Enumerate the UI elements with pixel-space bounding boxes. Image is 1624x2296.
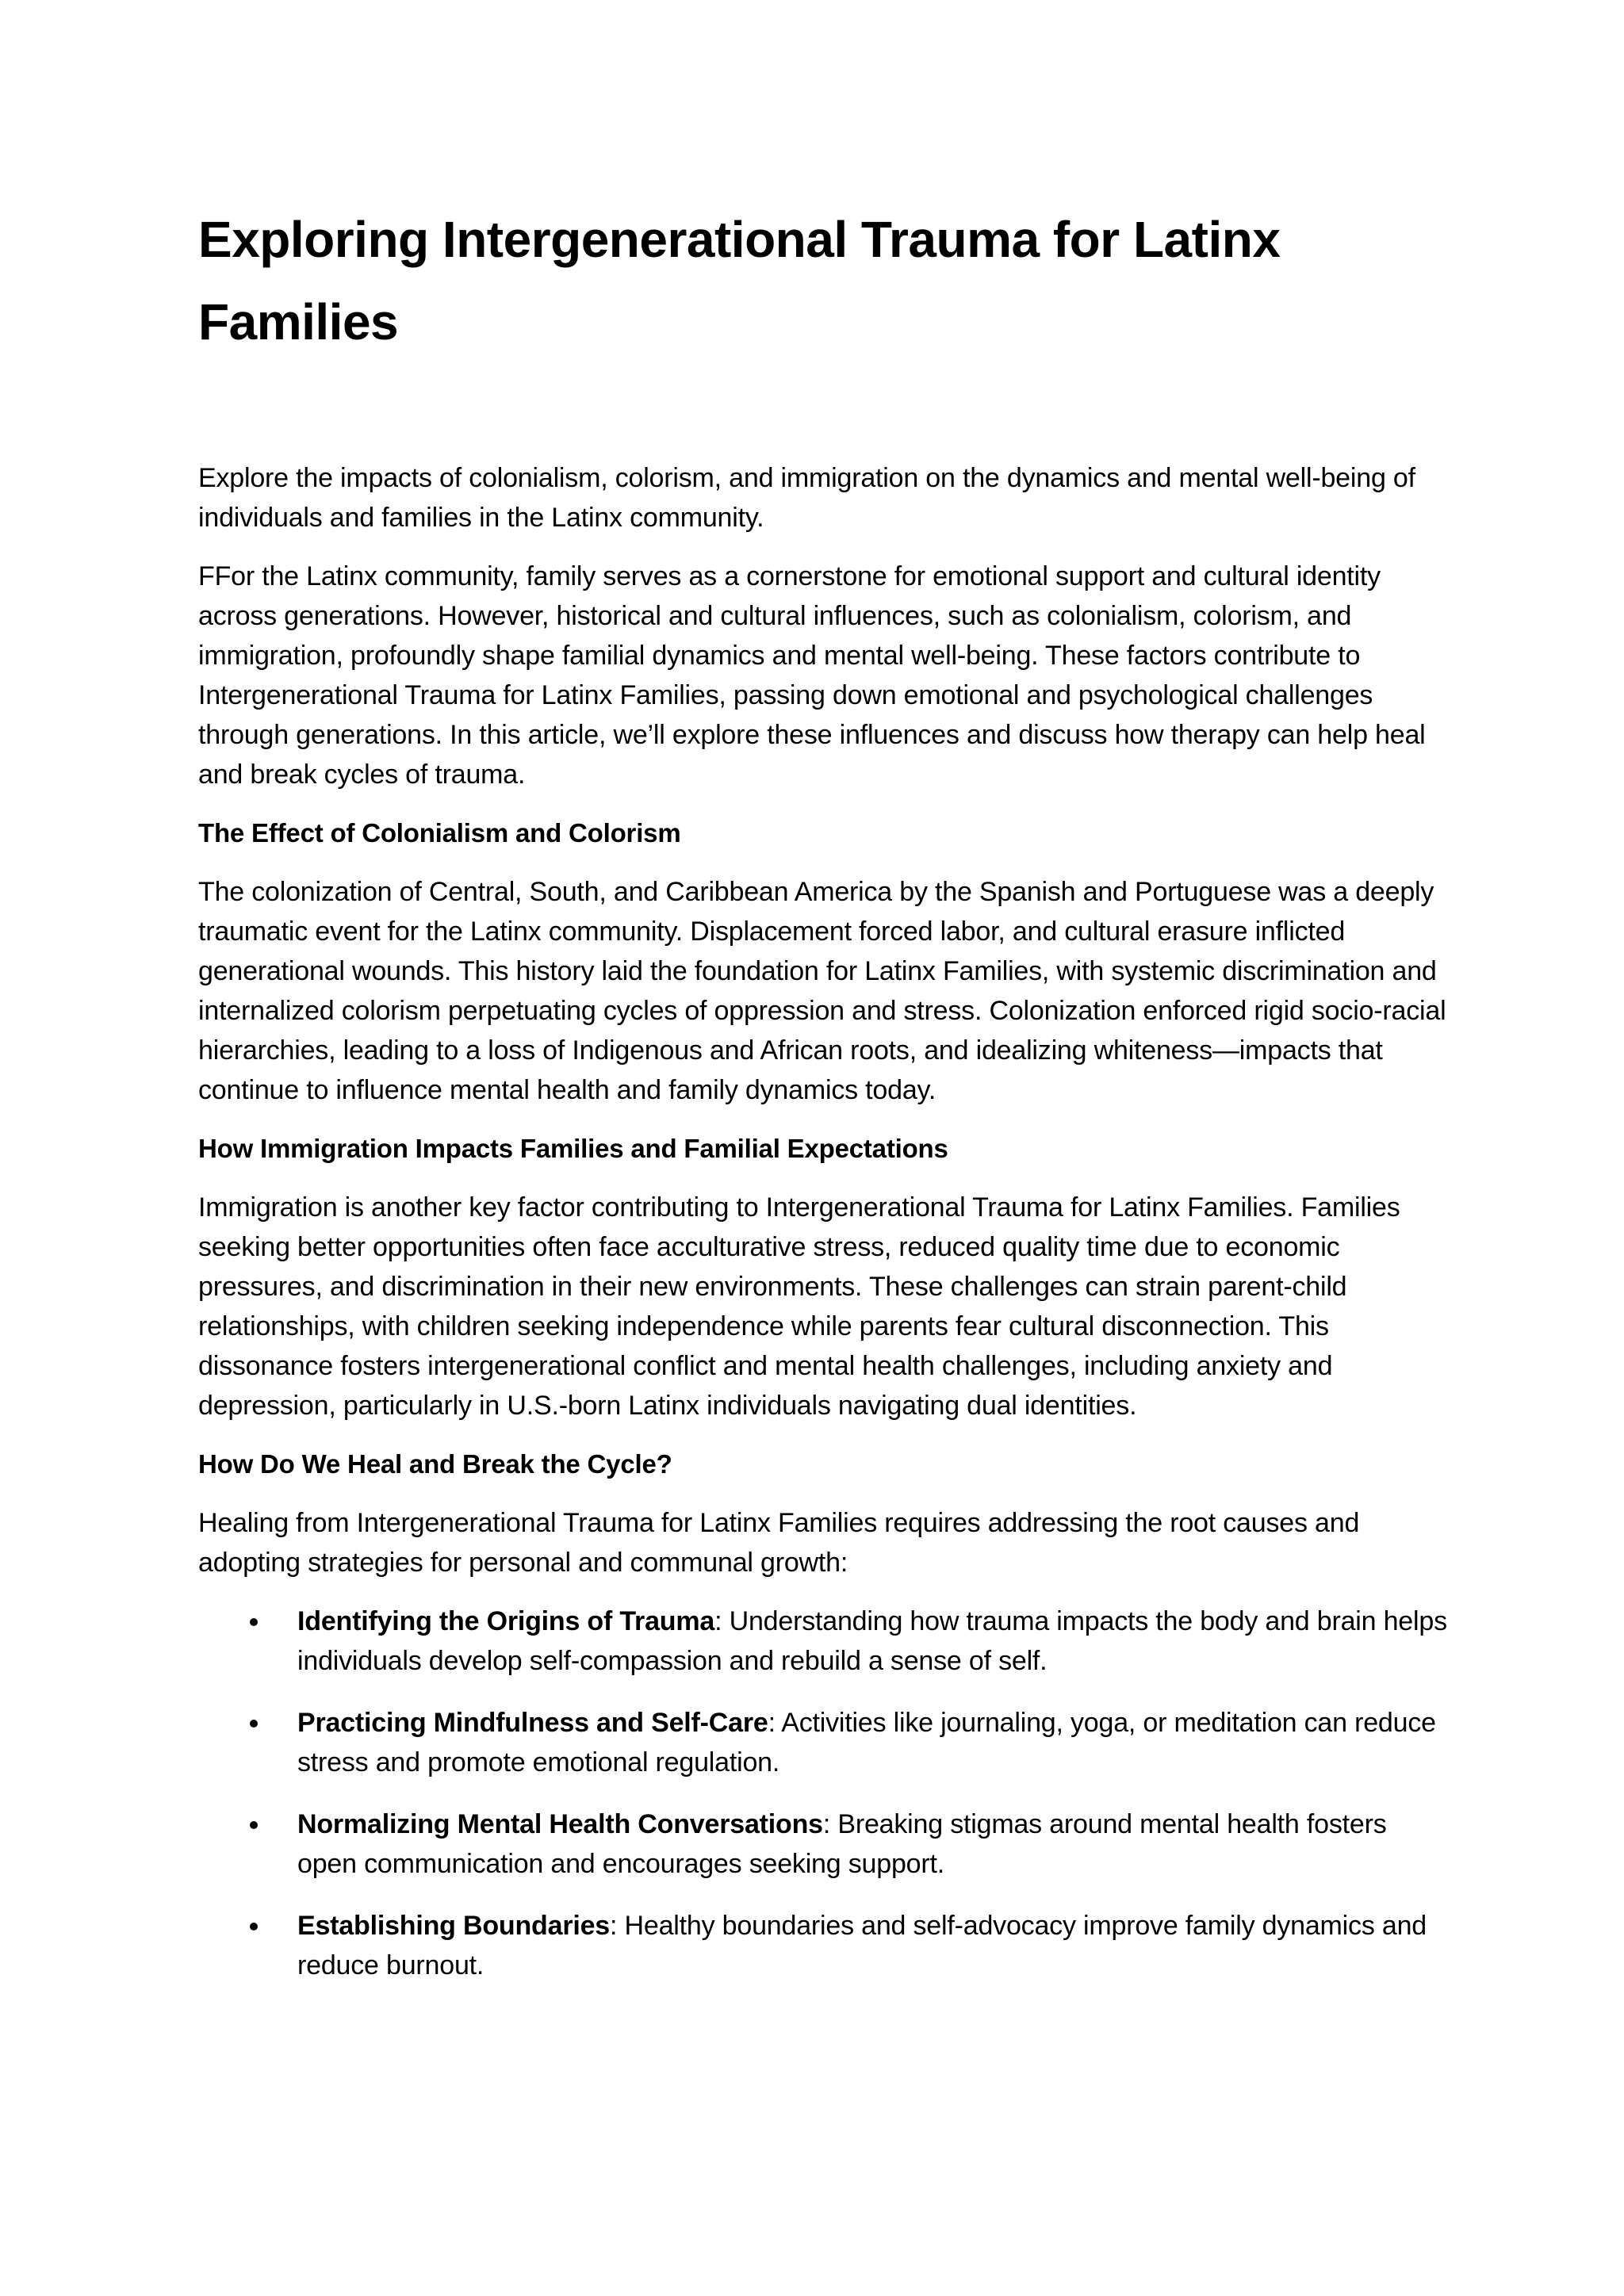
list-item-title: Establishing Boundaries xyxy=(297,1911,611,1941)
list-item-text: : Understanding how trauma impacts the body and brain helps individuals develop self-compassion and rebuild a sense of self. xyxy=(297,1606,1447,1676)
list-item xyxy=(198,1601,1451,1681)
section-heading-colonialism: The Effect of Colonialism and Colorism xyxy=(198,818,681,848)
bullet-icon xyxy=(250,1720,258,1728)
bullet-icon xyxy=(250,1618,258,1626)
list-item-text: : Activities like journaling, yoga, or meditation can reduce stress and promote emotional regulation. xyxy=(297,1708,1436,1777)
bullet-icon xyxy=(250,1821,258,1829)
list-item-text: : Breaking stigmas around mental health fosters open communication and encourages seeking support. xyxy=(297,1809,1387,1879)
intro-paragraph: Explore the impacts of colonialism, colorism, and immigration on the dynamics and mental well-being of individuals and families in the Latinx community. xyxy=(198,463,1415,533)
list-item xyxy=(198,1804,1451,1884)
list-item-title: Normalizing Mental Health Conversations xyxy=(297,1809,823,1839)
page-title: Exploring Intergenerational Trauma for Latinx Families xyxy=(198,211,1281,350)
bullet-icon xyxy=(250,1923,258,1931)
body-paragraph: FFor the Latinx community, family serves as a cornerstone for emotional support and cultural identity across generations. However, historical and cultural influences, such as colonialism, colorism, and immigration, profoundly shape familial dynamics and mental well-being. These factors contribute to Intergenerational Trauma for Latinx Families, passing down emotional and psychological challenges through generations. In this article, we’ll explore these influences and discuss how therapy can help heal and break cycles of trauma. xyxy=(198,561,1426,790)
section-body-colonialism: The colonization of Central, South, and Caribbean America by the Spanish and Portuguese was a deeply traumatic event for the Latinx community. Displacement forced labor, and cultural erasure inflicted generational wounds. This history laid the foundation for Latinx Families, with systemic discrimination and internalized colorism perpetuating cycles of oppression and stress. Colonization enforced rigid socio-racial hierarchies, leading to a loss of Indigenous and African roots, and idealizing whiteness—impacts that continue to influence mental health and family dynamics today. xyxy=(198,877,1446,1105)
document-page xyxy=(198,198,1451,2007)
section-heading-immigration: How Immigration Impacts Families and Familial Expectations xyxy=(198,1134,948,1163)
list-item xyxy=(198,1703,1451,1782)
section-body-healing: Healing from Intergenerational Trauma for Latinx Families requires addressing the root causes and adopting strategies for personal and communal growth: xyxy=(198,1508,1360,1578)
section-heading-healing: How Do We Heal and Break the Cycle? xyxy=(198,1449,672,1479)
list-item-title: Practicing Mindfulness and Self-Care xyxy=(297,1708,768,1738)
healing-strategies-list xyxy=(198,1601,1451,1985)
list-item-title: Identifying the Origins of Trauma xyxy=(297,1606,715,1636)
section-body-immigration: Immigration is another key factor contributing to Intergenerational Trauma for Latinx Families. Families seeking better opportunities often face acculturative stress, reduced quality time due to economic pressures, and discrimination in their new environments. These challenges can strain parent-child relationships, with children seeking independence while parents fear cultural disconnection. This dissonance fosters intergenerational conflict and mental health challenges, including anxiety and depression, particularly in U.S.-born Latinx individuals navigating dual identities. xyxy=(198,1192,1400,1421)
list-item xyxy=(198,1906,1451,1985)
list-item-text: : Healthy boundaries and self-advocacy improve family dynamics and reduce burnout. xyxy=(297,1911,1427,1980)
